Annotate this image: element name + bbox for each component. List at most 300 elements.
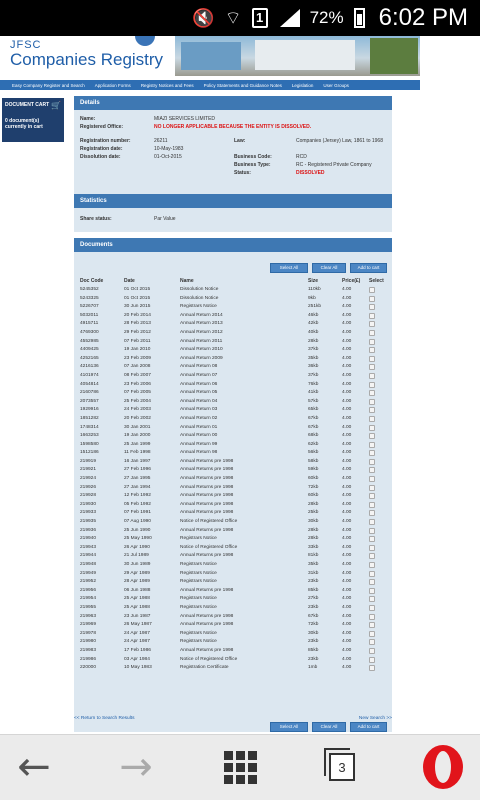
select-checkbox[interactable] (369, 459, 375, 465)
table-row (80, 484, 386, 493)
doc-size: 28kb (308, 527, 319, 533)
table-row (80, 320, 386, 329)
col-doc-code: Doc Code (80, 278, 104, 284)
col-date: Date (124, 278, 135, 284)
select-checkbox[interactable] (369, 373, 375, 379)
doc-size: 42kb (308, 321, 319, 327)
select-checkbox[interactable] (369, 347, 375, 353)
clear-all-button-bottom[interactable]: Clear All (312, 722, 346, 732)
select-checkbox[interactable] (369, 562, 375, 568)
table-row (80, 656, 386, 665)
doc-name: Annual Return 98 (180, 450, 218, 456)
doc-size: 9kb (308, 295, 316, 301)
sim-icon: 1 (252, 8, 268, 28)
documents-table (80, 286, 386, 673)
doc-name: Annual Returns pre 1998 (180, 527, 234, 533)
doc-code: 1929916 (80, 407, 99, 413)
doc-name: Annual Return 2013 (180, 321, 223, 327)
doc-date: 30 Jun 2015 (124, 304, 151, 310)
doc-price: 4.00 (342, 321, 352, 327)
doc-name: Registrars Notice (180, 630, 217, 636)
doc-date: 11 Feb 1998 (124, 450, 151, 456)
select-checkbox[interactable] (369, 330, 375, 336)
select-checkbox[interactable] (369, 502, 375, 508)
doc-date: 23 Jun 1987 (124, 613, 151, 619)
company-name: MIAZI SERVICES LIMITED (154, 116, 216, 122)
select-checkbox[interactable] (369, 614, 375, 620)
doc-date: 26 Apr 1990 (124, 544, 150, 550)
cart-title: DOCUMENT CART (5, 102, 50, 108)
doc-size: 67kb (308, 613, 319, 619)
doc-price: 4.00 (342, 312, 352, 318)
doc-code: 4252165 (80, 355, 99, 361)
doc-size: 46kb (308, 312, 319, 318)
doc-price: 4.00 (342, 587, 352, 593)
doc-size: 81kb (308, 553, 319, 559)
doc-code: 1598580 (80, 441, 99, 447)
clear-all-button[interactable]: Clear All (312, 263, 346, 273)
select-checkbox[interactable] (369, 390, 375, 396)
doc-name: Notice of Registered Office (180, 544, 238, 550)
tab-count: 3 (329, 753, 355, 781)
doc-name: Registrars Notice (180, 562, 217, 567)
forward-arrow-icon[interactable]: → (119, 744, 153, 790)
doc-size: 36kb (308, 364, 319, 370)
doc-size: 65kb (308, 407, 319, 413)
doc-code: 5226707 (80, 304, 99, 310)
select-checkbox[interactable] (369, 476, 375, 482)
regdate-label: Registration date: (80, 146, 123, 152)
select-all-button-bottom[interactable]: Select All (270, 722, 308, 732)
doc-code: 4769300 (80, 329, 99, 335)
name-label: Name: (80, 116, 96, 122)
select-checkbox[interactable] (369, 579, 375, 585)
doc-code: 219954 (80, 596, 97, 602)
doc-size: 37kb (308, 347, 319, 353)
table-row (80, 441, 386, 450)
doc-date: 05 Feb 1992 (124, 501, 151, 507)
doc-name: Annual Return 03 (180, 407, 218, 413)
mute-icon: 🔇 (192, 7, 215, 29)
doc-code: 219952 (80, 579, 97, 585)
cart-count: 0 document(s) currently in cart (5, 118, 43, 130)
doc-size: 85kb (308, 647, 319, 653)
office-label: Registered Office: (80, 124, 124, 130)
select-checkbox[interactable] (369, 339, 375, 345)
table-row (80, 604, 386, 613)
table-row (80, 638, 386, 647)
table-row (80, 286, 386, 295)
doc-size: 56kb (308, 450, 319, 456)
table-row (80, 338, 386, 347)
table-row (80, 398, 386, 407)
table-row (80, 518, 386, 527)
doc-code: 2160786 (80, 390, 99, 396)
col-size: Size (308, 278, 319, 284)
table-row (80, 381, 386, 390)
doc-date: 06 Jun 1988 (124, 587, 151, 593)
doc-price: 4.00 (342, 424, 352, 430)
table-row (80, 432, 386, 441)
select-checkbox[interactable] (369, 528, 375, 534)
battery-icon (354, 8, 365, 28)
doc-code: 5245352 (80, 287, 99, 292)
select-checkbox[interactable] (369, 536, 375, 542)
doc-date: 27 Jan 1994 (124, 484, 151, 490)
doc-name: Annual Return 2009 (180, 355, 223, 361)
doc-name: Registrars Notice (180, 536, 217, 542)
table-row (80, 415, 386, 424)
doc-date: 27 Feb 1996 (124, 467, 151, 473)
doc-name: Annual Return 2014 (180, 312, 223, 318)
doc-price: 4.00 (342, 476, 352, 482)
doc-code: 219963 (80, 613, 97, 619)
select-checkbox[interactable] (369, 287, 375, 293)
doc-code: 5032011 (80, 312, 99, 318)
web-page[interactable] (0, 36, 480, 732)
select-checkbox[interactable] (369, 648, 375, 654)
doc-date: 07 Feb 1991 (124, 510, 151, 516)
doc-name: Annual Returns pre 1998 (180, 484, 234, 490)
clock: 6:02 PM (378, 4, 468, 31)
doc-price: 4.00 (342, 656, 352, 662)
doc-date: 25 Jun 1990 (124, 527, 151, 533)
doc-code: 219956 (80, 587, 97, 593)
doc-size: 57kb (308, 398, 319, 404)
table-row (80, 406, 386, 415)
select-checkbox[interactable] (369, 304, 375, 310)
doc-size: 28kb (308, 338, 319, 344)
new-search-link[interactable]: New Search >> (358, 716, 392, 721)
doc-size: 1mb (308, 665, 318, 671)
doc-name: Dissolution Notice (180, 287, 219, 292)
doc-size: 23kb (308, 639, 319, 645)
doc-price: 4.00 (342, 527, 352, 533)
select-checkbox[interactable] (369, 433, 375, 439)
doc-date: 07 Feb 2011 (124, 338, 151, 344)
doc-date: 19 Jan 2010 (124, 347, 151, 353)
doc-date: 29 Apr 1989 (124, 570, 150, 576)
select-checkbox[interactable] (369, 657, 375, 663)
doc-name: Annual Return 04 (180, 398, 218, 404)
table-row (80, 578, 386, 587)
registered-office: NO LONGER APPLICABLE BECAUSE THE ENTITY IS DISSOLVED. (154, 124, 312, 130)
select-checkbox[interactable] (369, 425, 375, 431)
header-photo (175, 36, 420, 76)
main-nav (0, 80, 420, 90)
doc-date: 17 Feb 1986 (124, 647, 151, 653)
doc-code: 219924 (80, 476, 97, 482)
col-price: Price(£) (342, 278, 361, 284)
nav-item[interactable]: Registry Notices and Fees (140, 82, 194, 88)
doc-name: Annual Returns pre 1998 (180, 501, 234, 507)
wifi-icon: ⌔ (224, 7, 242, 29)
doc-size: 59kb (308, 467, 319, 473)
table-row (80, 527, 386, 536)
select-checkbox[interactable] (369, 596, 375, 602)
select-checkbox[interactable] (369, 442, 375, 448)
add-to-cart-button[interactable]: Add to cart (350, 263, 387, 273)
doc-price: 4.00 (342, 390, 352, 396)
select-checkbox[interactable] (369, 450, 375, 456)
status-bar (0, 0, 480, 36)
doc-name: Annual Returns pre 1998 (180, 458, 234, 464)
statistics-panel (74, 194, 392, 232)
signal-icon (278, 9, 300, 27)
doc-name: Annual Returns pre 1998 (180, 467, 234, 473)
doc-price: 4.00 (342, 544, 352, 550)
doc-code: 219943 (80, 544, 97, 550)
doc-price: 4.00 (342, 501, 352, 507)
select-checkbox[interactable] (369, 665, 375, 671)
select-checkbox[interactable] (369, 631, 375, 637)
table-row (80, 424, 386, 433)
doc-code: 219930 (80, 501, 97, 507)
table-row (80, 303, 386, 312)
table-row (80, 355, 386, 364)
table-row (80, 449, 386, 458)
dissdate-label: Dissolution date: (80, 154, 121, 160)
table-row (80, 561, 386, 570)
doc-code: 219983 (80, 647, 97, 653)
opera-menu-icon[interactable] (418, 745, 468, 789)
doc-name: Annual Returns pre 1998 (180, 622, 234, 628)
nav-item[interactable]: Policy Statements and Guidance Notes (203, 82, 282, 88)
doc-code: 4915711 (80, 321, 99, 327)
select-checkbox[interactable] (369, 407, 375, 413)
doc-name: Annual Return 2011 (180, 338, 223, 344)
doc-code: 219928 (80, 493, 97, 499)
bcode-label: Business Code: (234, 154, 272, 160)
doc-name: Registrars Notice (180, 304, 217, 310)
select-checkbox[interactable] (369, 639, 375, 645)
doc-size: 37kb (308, 372, 319, 378)
doc-code: 4054814 (80, 381, 99, 387)
share-label: Share status: (80, 216, 112, 222)
doc-size: 41kb (308, 390, 319, 396)
doc-code: 219949 (80, 570, 97, 576)
select-checkbox[interactable] (369, 519, 375, 525)
page-links (74, 716, 392, 724)
select-checkbox[interactable] (369, 364, 375, 370)
doc-code: 219969 (80, 622, 97, 628)
select-checkbox[interactable] (369, 571, 375, 577)
doc-name: Annual Return 99 (180, 441, 218, 447)
select-checkbox[interactable] (369, 321, 375, 327)
doc-price: 4.00 (342, 441, 352, 447)
table-row (80, 466, 386, 475)
doc-code: 4409425 (80, 347, 99, 353)
doc-price: 4.00 (342, 287, 352, 292)
doc-date: 27 Jan 1995 (124, 476, 151, 482)
select-checkbox[interactable] (369, 313, 375, 319)
select-checkbox[interactable] (369, 356, 375, 362)
return-to-results-link[interactable]: << Return to Search Results (74, 716, 135, 721)
statistics-title: Statistics (74, 194, 392, 208)
doc-name: Registrars Notice (180, 579, 217, 585)
doc-price: 4.00 (342, 415, 352, 421)
doc-size: 30kb (308, 630, 319, 636)
select-checkbox[interactable] (369, 467, 375, 473)
doc-price: 4.00 (342, 596, 352, 602)
doc-name: Annual Return 00 (180, 433, 218, 439)
nav-item[interactable]: User Groups (323, 82, 349, 88)
doc-size: 35kb (308, 355, 319, 361)
doc-price: 4.00 (342, 458, 352, 464)
document-cart[interactable] (2, 98, 64, 142)
table-row (80, 329, 386, 338)
table-row (80, 492, 386, 501)
add-to-cart-button-bottom[interactable]: Add to cart (350, 722, 387, 732)
doc-size: 76kb (308, 381, 319, 387)
doc-date: 25 Apr 1988 (124, 596, 150, 602)
registration-number: 26211 (154, 138, 168, 144)
doc-code: 219935 (80, 519, 97, 525)
details-title: Details (74, 96, 392, 110)
doc-price: 4.00 (342, 433, 352, 439)
select-checkbox[interactable] (369, 382, 375, 388)
select-checkbox[interactable] (369, 493, 375, 499)
doc-date: 23 Feb 2006 (124, 381, 151, 387)
back-arrow-icon[interactable]: ← (17, 744, 51, 790)
doc-size: 35kb (308, 562, 319, 567)
doc-name: Annual Return 2010 (180, 347, 223, 353)
doc-price: 4.00 (342, 622, 352, 628)
regnum-label: Registration number: (80, 138, 131, 144)
doc-name: Annual Returns pre 1998 (180, 510, 234, 516)
business-type: RC - Registered Private Company (296, 162, 372, 168)
business-code: RCD (296, 154, 307, 160)
doc-code: 219921 (80, 467, 97, 473)
doc-size: 23kb (308, 604, 319, 610)
select-checkbox[interactable] (369, 605, 375, 611)
doc-price: 4.00 (342, 295, 352, 301)
doc-name: Notice of Registered Office (180, 656, 238, 662)
doc-code: 4101974 (80, 372, 99, 378)
doc-size: 33kb (308, 544, 319, 550)
doc-date: 25 Apr 1988 (124, 604, 150, 610)
doc-code: 219919 (80, 458, 97, 464)
table-row (80, 570, 386, 579)
select-checkbox[interactable] (369, 553, 375, 559)
doc-date: 25 Jan 1999 (124, 441, 151, 447)
doc-size: 251kb (308, 304, 322, 310)
doc-name: Registration Certificate (180, 665, 229, 671)
doc-code: 219936 (80, 527, 97, 533)
doc-code: 2073557 (80, 398, 99, 404)
doc-code: 219940 (80, 536, 97, 542)
doc-date: 08 Feb 2007 (124, 372, 151, 378)
doc-code: 219933 (80, 510, 97, 516)
doc-price: 4.00 (342, 364, 352, 370)
doc-price: 4.00 (342, 329, 352, 335)
doc-name: Registrars Notice (180, 570, 217, 576)
doc-code: 219955 (80, 604, 97, 610)
doc-date: 24 Apr 1987 (124, 639, 150, 645)
logo-line1: JFSC (10, 39, 42, 51)
table-row (80, 389, 386, 398)
doc-size: 23kb (308, 579, 319, 585)
doc-size: 40kb (308, 329, 319, 335)
table-row (80, 295, 386, 304)
doc-date: 01 Oct 2015 (124, 287, 151, 292)
status-label: Status: (234, 170, 251, 176)
table-row (80, 664, 386, 673)
doc-name: Annual Return 01 (180, 424, 218, 430)
doc-name: Annual Returns pre 1998 (180, 587, 234, 593)
doc-price: 4.00 (342, 536, 352, 542)
doc-name: Registrars Notice (180, 604, 217, 610)
doc-size: 23kb (308, 656, 319, 662)
nav-item[interactable]: Legislation (291, 82, 314, 88)
select-checkbox[interactable] (369, 622, 375, 628)
dissolution-date: 01-Oct-2015 (154, 154, 182, 160)
nav-item[interactable]: Application Forms (94, 82, 131, 88)
doc-name: Annual Return 08 (180, 364, 218, 370)
nav-item[interactable]: Easy Company Register and Search (12, 82, 85, 88)
speed-dial-icon[interactable] (218, 745, 262, 789)
table-row (80, 621, 386, 630)
doc-code: 1512186 (80, 450, 99, 456)
doc-date: 25 May 1990 (124, 536, 152, 542)
select-checkbox[interactable] (369, 510, 375, 516)
select-checkbox[interactable] (369, 416, 375, 422)
doc-date: 24 Feb 2003 (124, 407, 151, 413)
doc-date: 12 Feb 1992 (124, 493, 151, 499)
doc-date: 28 Apr 1989 (124, 579, 150, 585)
doc-size: 58kb (308, 458, 319, 464)
doc-code: 1851282 (80, 415, 99, 421)
doc-size: 72kb (308, 622, 319, 628)
doc-name: Annual Return 05 (180, 390, 218, 396)
select-checkbox[interactable] (369, 296, 375, 302)
doc-price: 4.00 (342, 613, 352, 619)
doc-size: 28kb (308, 536, 319, 542)
documents-panel (74, 238, 392, 732)
table-row (80, 630, 386, 639)
col-select: Select (369, 278, 384, 284)
doc-price: 4.00 (342, 304, 352, 310)
battery-percent: 72% (309, 8, 344, 27)
doc-price: 4.00 (342, 381, 352, 387)
doc-date: 26 May 1987 (124, 622, 152, 628)
doc-name: Annual Returns pre 1998 (180, 613, 234, 619)
select-all-button[interactable]: Select All (270, 263, 308, 273)
doc-code: 4216136 (80, 364, 99, 370)
tabs-button[interactable] (320, 745, 364, 789)
site-header (0, 36, 420, 78)
doc-date: 20 Feb 2002 (124, 415, 151, 421)
doc-date: 20 Feb 2014 (124, 312, 151, 318)
table-row (80, 346, 386, 355)
select-checkbox[interactable] (369, 399, 375, 405)
select-checkbox[interactable] (369, 545, 375, 551)
doc-code: 219980 (80, 639, 97, 645)
doc-code: 1663253 (80, 433, 99, 439)
table-row (80, 587, 386, 596)
doc-code: 219948 (80, 562, 97, 567)
registration-date: 10-May-1983 (154, 146, 184, 152)
doc-price: 4.00 (342, 450, 352, 456)
select-checkbox[interactable] (369, 588, 375, 594)
doc-name: Annual Returns pre 1998 (180, 647, 234, 653)
table-row (80, 475, 386, 484)
doc-date: 07 Jan 2008 (124, 364, 151, 370)
doc-price: 4.00 (342, 484, 352, 490)
doc-price: 4.00 (342, 630, 352, 636)
doc-date: 10 May 1983 (124, 665, 152, 671)
select-checkbox[interactable] (369, 485, 375, 491)
